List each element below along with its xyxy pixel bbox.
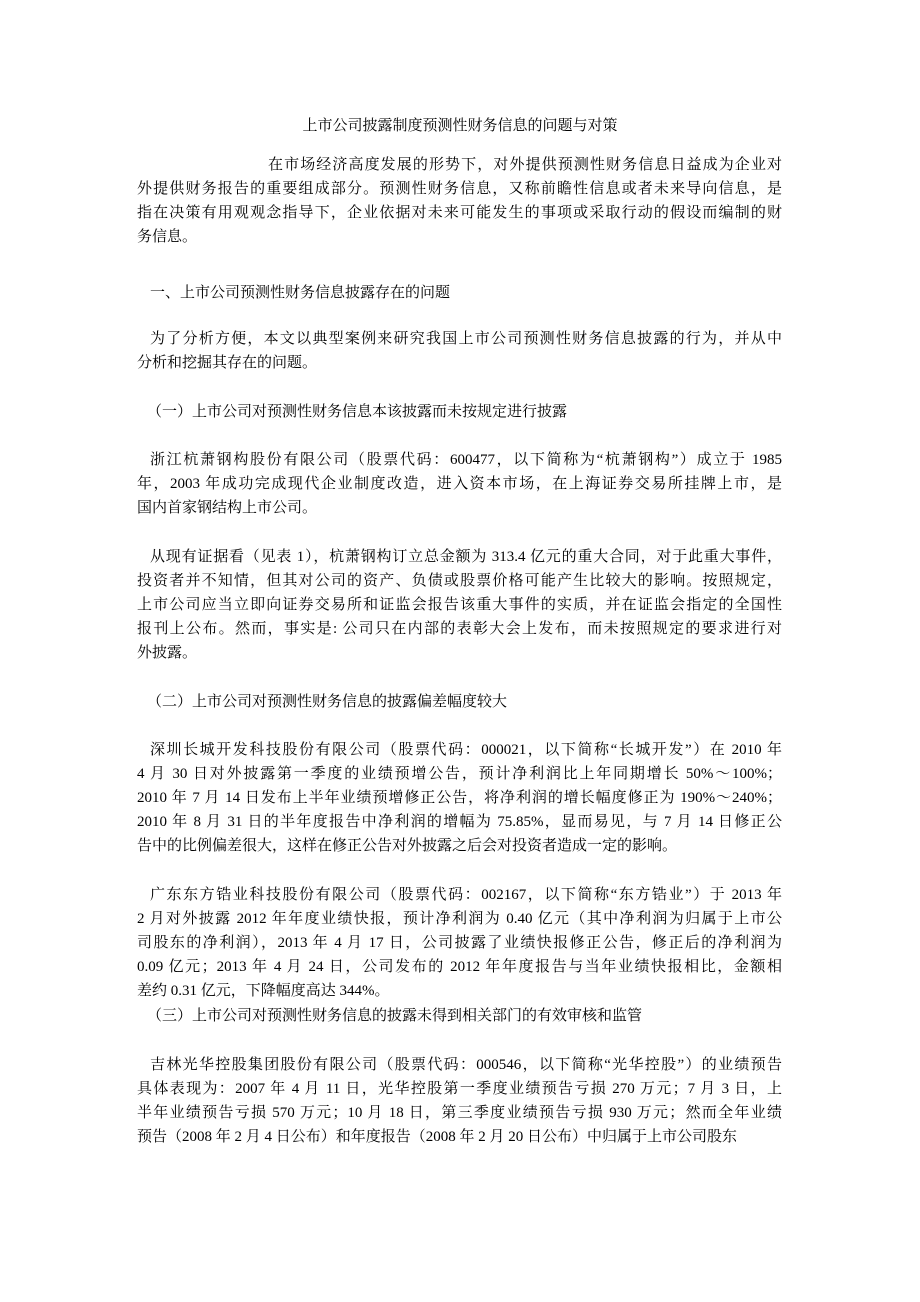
- paragraph-line: 外披露。: [137, 645, 198, 661]
- paragraph-line: 务信息。: [137, 229, 198, 245]
- paragraph-line: 吉林光华控股集团股份有限公司（股票代码：000546，以下简称“光华控股”）的业绩预告: [150, 1057, 782, 1073]
- paragraph-line: 深圳长城开发科技股份有限公司（股票代码：000021，以下简称“长城开发”）在 2010 年: [150, 742, 782, 758]
- paragraph-line: 具体表现为：2007 年 4 月 11 日，光华控股第一季度业绩预告亏损 270 万元；7 月 3 日，上: [137, 1081, 782, 1097]
- subsection-heading: （一）上市公司对预测性财务信息本该披露而未按规定进行披露: [147, 404, 568, 420]
- paragraph-line: 指在决策有用观观念指导下，企业依据对未来可能发生的事项或采取行动的假设而编制的财: [137, 205, 782, 221]
- paragraph-line: 在市场经济高度发展的形势下，对外提供预测性财务信息日益成为企业对: [268, 157, 782, 173]
- paragraph-line: 告中的比例偏差很大，这样在修正公告对外披露之后会对投资者造成一定的影响。: [137, 838, 678, 854]
- section-heading: 一、上市公司预测性财务信息披露存在的问题: [150, 285, 451, 301]
- paragraph-line: 分析和挖掘其存在的问题。: [137, 355, 318, 371]
- paragraph-line: 上市公司应当立即向证券交易所和证监会报告该重大事件的实质，并在证监会指定的全国性: [137, 597, 782, 613]
- paragraph-line: 4 月 30 日对外披露第一季度的业绩预增公告，预计净利润比上年同期增长 50%～100%；: [137, 766, 782, 782]
- paragraph-line: 广东东方锆业科技股份有限公司（股票代码：002167，以下简称“东方锆业”）于 2013 年: [150, 887, 782, 903]
- paragraph-line: 差约 0.31 亿元，下降幅度高达 344%。: [137, 983, 390, 999]
- document-title: 上市公司披露制度预测性财务信息的问题与对策: [302, 118, 618, 134]
- paragraph-line: 从现有证据看（见表 1），杭萧钢构订立总金额为 313.4 亿元的重大合同，对于此重大事件，: [150, 549, 782, 565]
- paragraph-line: 半年业绩预告亏损 570 万元；10 月 18 日，第三季度业绩预告亏损 930 万元；然而全年业绩: [137, 1105, 782, 1121]
- paragraph-line: 投资者并不知情，但其对公司的资产、负债或股票价格可能产生比较大的影响。按照规定，: [137, 573, 782, 589]
- paragraph-line: 年，2003 年成功完成现代企业制度改造，进入资本市场，在上海证券交易所挂牌上市，是: [137, 476, 782, 492]
- paragraph-line: 2010 年 7 月 14 日发布上半年业绩预增修正公告，将净利润的增长幅度修正为 190%～240%；: [137, 790, 782, 806]
- paragraph-line: 0.09 亿元；2013 年 4 月 24 日，公司发布的 2012 年年度报告与当年业绩快报相比，金额相: [137, 959, 782, 975]
- paragraph-line: 浙江杭萧钢构股份有限公司（股票代码：600477，以下简称为“杭萧钢构”）成立于 1985: [150, 452, 782, 468]
- paragraph-line: 2010 年 8 月 31 日的半年度报告中净利润的增幅为 75.85%，显而易见，与 7 月 14 日修正公: [137, 814, 782, 830]
- subsection-heading: （二）上市公司对预测性财务信息的披露偏差幅度较大: [147, 694, 508, 710]
- paragraph-line: 预告（2008 年 2 月 4 日公布）和年度报告（2008 年 2 月 20 日公布）中归属于上市公司股东: [137, 1129, 738, 1145]
- paragraph-line: 报刊上公布。然而，事实是: 公司只在内部的表彰大会上发布，而未按照规定的要求进行对: [137, 621, 782, 637]
- paragraph-line: 国内首家钢结构上市公司。: [137, 500, 318, 516]
- paragraph-line: 司股东的净利润），2013 年 4 月 17 日，公司披露了业绩快报修正公告，修正后的净利润为: [137, 935, 782, 951]
- subsection-heading: （三）上市公司对预测性财务信息的披露未得到相关部门的有效审核和监管: [147, 1008, 643, 1024]
- paragraph-line: 2 月对外披露 2012 年年度业绩快报，预计净利润为 0.40 亿元（其中净利润为归属于上市公: [137, 911, 782, 927]
- paragraph-line: 外提供财务报告的重要组成部分。预测性财务信息，又称前瞻性信息或者未来导向信息，是: [137, 181, 782, 197]
- paragraph-line: 为了分析方便，本文以典型案例来研究我国上市公司预测性财务信息披露的行为，并从中: [150, 331, 782, 347]
